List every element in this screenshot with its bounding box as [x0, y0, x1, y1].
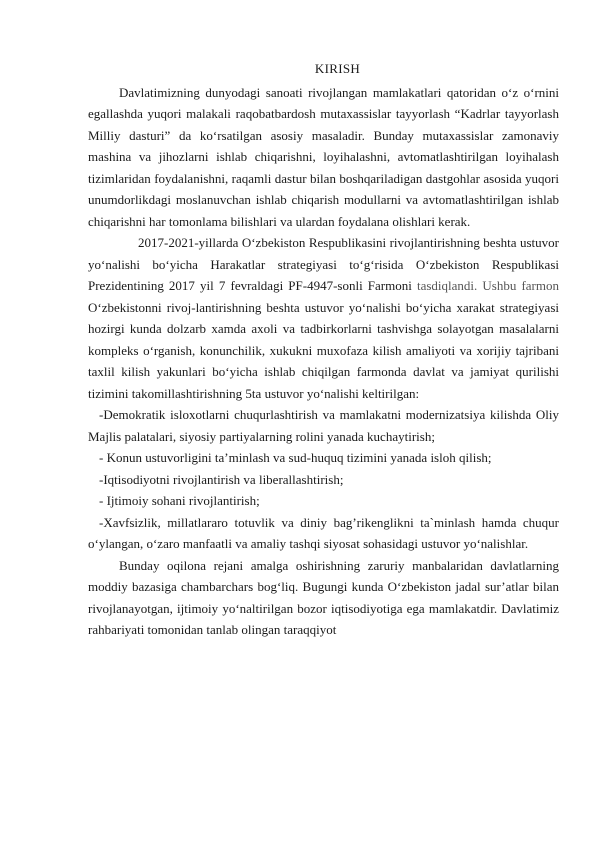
paragraph-strategy-gray-text: tasdiqlandi. Ushbu farmon — [416, 278, 559, 293]
paragraph-strategy — [88, 232, 559, 404]
list-item-democratic-reforms: -Demokratik isloxotlarni chuqurlashtirish va mamlakatni modernizatsiya kilishda Oliy Majlis palatalari, siyosiy partiyalarning rolini yanada kuchaytirish; — [88, 407, 559, 444]
list-item-economy: -Iqtisodiyotni rivojlantirish va liberallashtirish; — [99, 471, 344, 487]
document-page — [88, 58, 559, 641]
paragraph-strategy-text-1: 2017-2021-yillarda O‘zbekiston Respublikasini rivojlantirishning beshta ustuvor yo‘nalishi bo‘yicha Harakatlar strategiyasi to‘g‘risida O‘zbekiston Respublikasi Prezidentining 2017 yil 7 fevraldagi PF-4947-sonli Farmoni — [88, 235, 559, 293]
paragraph-strategy-text-2: O‘zbekistonni rivoj-lantirishning beshta ustuvor yo‘nalishi bo‘yicha xarakat strategiyasi hozirgi kunda dolzarb xamda axoli va tadbirkorlarni tashvishga solayotgan masalalarni kompleks o‘rganish, konunchilik, xukukni muxofaza kilish amaliyoti va xorijiy tajribani taxlil kilish yakunlari bo‘yicha ishlab chiqilgan farmonda davlat va jamiyat qurilishi tizimini takomillashtirishning 5ta ustuvor yo‘nalishi keltirilgan: — [88, 299, 559, 401]
list-item-rule-of-law: - Konun ustuvorligini ta’minlash va sud-huquq tizimini yanada isloh qilish; — [99, 450, 492, 465]
list-item-social-sphere: - Ijtimoiy sohani rivojlantirish; — [99, 493, 260, 508]
paragraph-closing: Bunday oqilona rejani amalga oshirishning zaruriy manbalaridan davlatlarning moddiy bazasiga chambarchars bog‘liq. Bugungi kunda O‘zbekiston jadal sur’atlar bilan rivojlanayotgan, ijtimoiy yo‘naltirilgan bozor iqtisodiyotiga ega mamlakatdir. Davlatimiz rahbariyati tomonidan tanlab olingan taraqqiyot — [88, 557, 559, 637]
section-title: KIRISH — [314, 61, 361, 76]
list-item-security: -Xavfsizlik, millatlararo totuvlik va diniy bag’rikenglikni ta`minlash hamda chuqur o‘ylangan, o‘zaro manfaatli va amaliy tashqi siyosat sohasidagi ustuvor yo‘nalishlar. — [88, 514, 559, 551]
paragraph-intro: Davlatimizning dunyodagi sanoati rivojlangan mamlakatlari qatoridan o‘z o‘rnini egallashda yuqori malakali raqobatbardosh mutaxassislar tayyorlash “Kadrlar tayyorlash Milliy dasturi” da ko‘rsatilgan asosiy masaladir. Bunday mutaxassislar zamonaviy mashina va jihozlarni ishlab chiqarishni, loyihalashni, avtomatlashtirilgan loyihalash tizimlaridan foydalanishni, raqamli dastur bilan boshqariladigan dastgohlar asosida yuqori unumdorlikdagi moslanuvchan ishlab chiqarish modullarni va avtomatlashtirilgan ishlab chiqarishni har tomonlama bilishlari va ulardan foydalana olishlari kerak. — [88, 84, 559, 229]
